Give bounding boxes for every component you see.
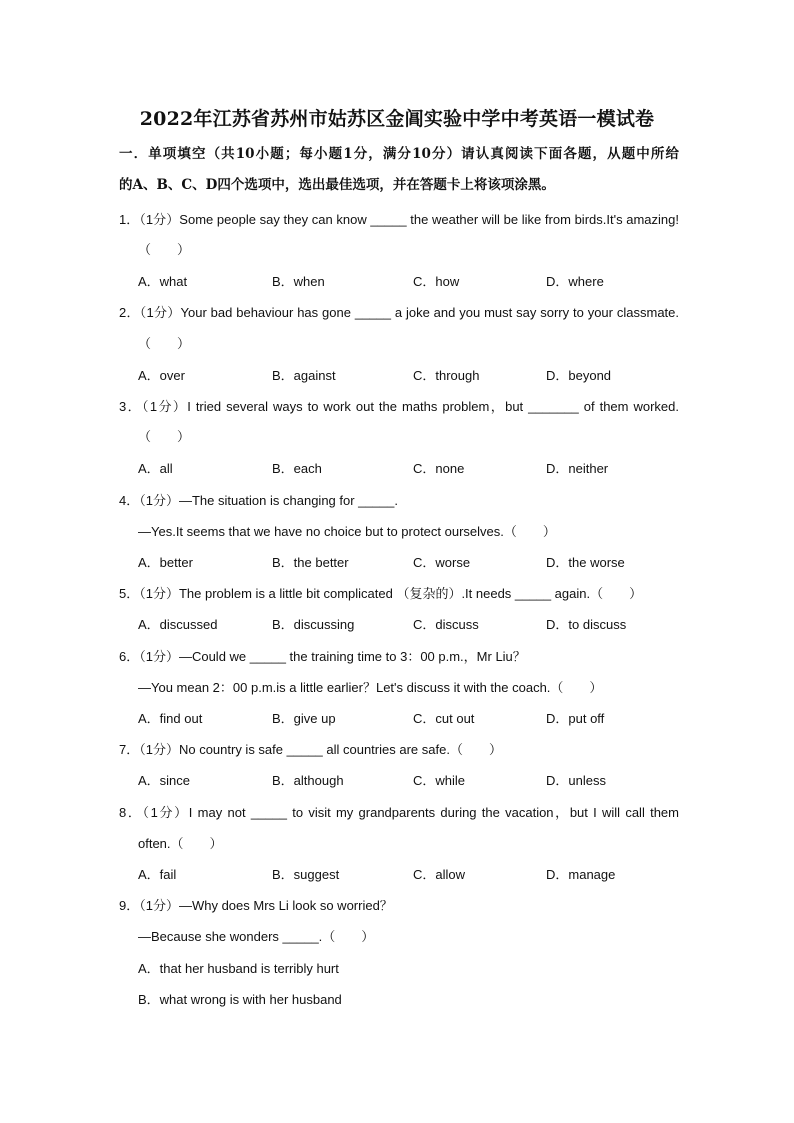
- question-6-text-2: —You mean 2：00 p.m.is a little earlier？Let's discuss it with the coach.（ ）: [138, 680, 603, 695]
- section-instructions: [119, 139, 679, 201]
- option-b: B．discussing: [272, 617, 355, 632]
- option-b: B．although: [272, 773, 344, 788]
- question-9-text: 9．（1分）—Why does Mrs Li look so worried？: [119, 898, 393, 913]
- question-5-text: 5．（1分）The problem is a little bit complicated （复杂的）.It needs _____ again.（ ）: [119, 586, 643, 601]
- option-d: D．unless: [546, 773, 606, 788]
- section-instructions-line-2: 的A、B、C、D四个选项中，选出最佳选项，并在答题卡上将该项涂黑。: [119, 177, 555, 193]
- option-d: D．put off: [546, 711, 605, 726]
- question-3-text: 3．（1分）I tried several ways to work out the maths problem，but _______ of them worked.: [119, 399, 679, 414]
- section-instructions-line-1: 一．单项填空（共10小题；每小题1分，满分10分）请认真阅读下面各题，从题中所给: [119, 146, 679, 162]
- option-a: A．since: [138, 773, 191, 788]
- option-d: D．where: [546, 274, 604, 289]
- option-c: C．how: [413, 274, 460, 289]
- question-9-text-2: —Because she wonders _____.（ ）: [138, 929, 375, 944]
- option-c: C．allow: [413, 867, 466, 882]
- option-b: B．the better: [272, 555, 349, 570]
- option-c: C．discuss: [413, 617, 479, 632]
- option-a: A．better: [138, 555, 193, 570]
- option-b: B．against: [272, 368, 336, 383]
- option-a: A．all: [138, 461, 173, 476]
- question-8-text-2: often.（ ）: [138, 836, 223, 851]
- question-1-text: 1．（1分）Some people say they can know _____ the weather will be like from birds.It's amazing!: [119, 212, 679, 227]
- question-2-text: 2．（1分）Your bad behaviour has gone _____ a joke and you must say sorry to your classmate.: [119, 305, 679, 320]
- option-a: A．over: [138, 368, 185, 383]
- option-d: D．neither: [546, 461, 609, 476]
- option-b: B．when: [272, 274, 325, 289]
- question-1-bracket: （ ）: [138, 242, 191, 257]
- option-d: D．beyond: [546, 368, 612, 383]
- page-title: 2022年江苏省苏州市姑苏区金阊实验中学中考英语一模试卷: [139, 108, 655, 130]
- question-3-bracket: （ ）: [138, 429, 191, 444]
- option-b: B．give up: [272, 711, 336, 726]
- option-b: B．each: [272, 461, 322, 476]
- question-9-option-a: A．that her husband is terribly hurt: [138, 961, 339, 976]
- question-4-text: 4．（1分）—The situation is changing for _____.: [119, 493, 398, 508]
- option-d: D．to discuss: [546, 617, 627, 632]
- option-c: C．worse: [413, 555, 471, 570]
- option-c: C．while: [413, 773, 466, 788]
- question-4-text-2: —Yes.It seems that we have no choice but to protect ourselves.（ ）: [138, 524, 556, 539]
- option-a: A．what: [138, 274, 188, 289]
- question-9-option-b: B．what wrong is with her husband: [138, 992, 342, 1007]
- option-a: A．fail: [138, 867, 177, 882]
- option-b: B．suggest: [272, 867, 340, 882]
- question-6-text: 6．（1分）—Could we _____ the training time to 3：00 p.m.，Mr Liu？: [119, 649, 526, 664]
- question-8-text: 8．（1分）I may not _____ to visit my grandparents during the vacation，but I will call them: [119, 805, 679, 820]
- option-d: D．manage: [546, 867, 616, 882]
- option-c: C．cut out: [413, 711, 475, 726]
- option-c: C．through: [413, 368, 480, 383]
- question-2-bracket: （ ）: [138, 336, 191, 351]
- option-a: A．discussed: [138, 617, 218, 632]
- option-a: A．find out: [138, 711, 203, 726]
- option-c: C．none: [413, 461, 465, 476]
- question-7-text: 7．（1分）No country is safe _____ all countries are safe.（ ）: [119, 742, 502, 757]
- option-d: D．the worse: [546, 555, 625, 570]
